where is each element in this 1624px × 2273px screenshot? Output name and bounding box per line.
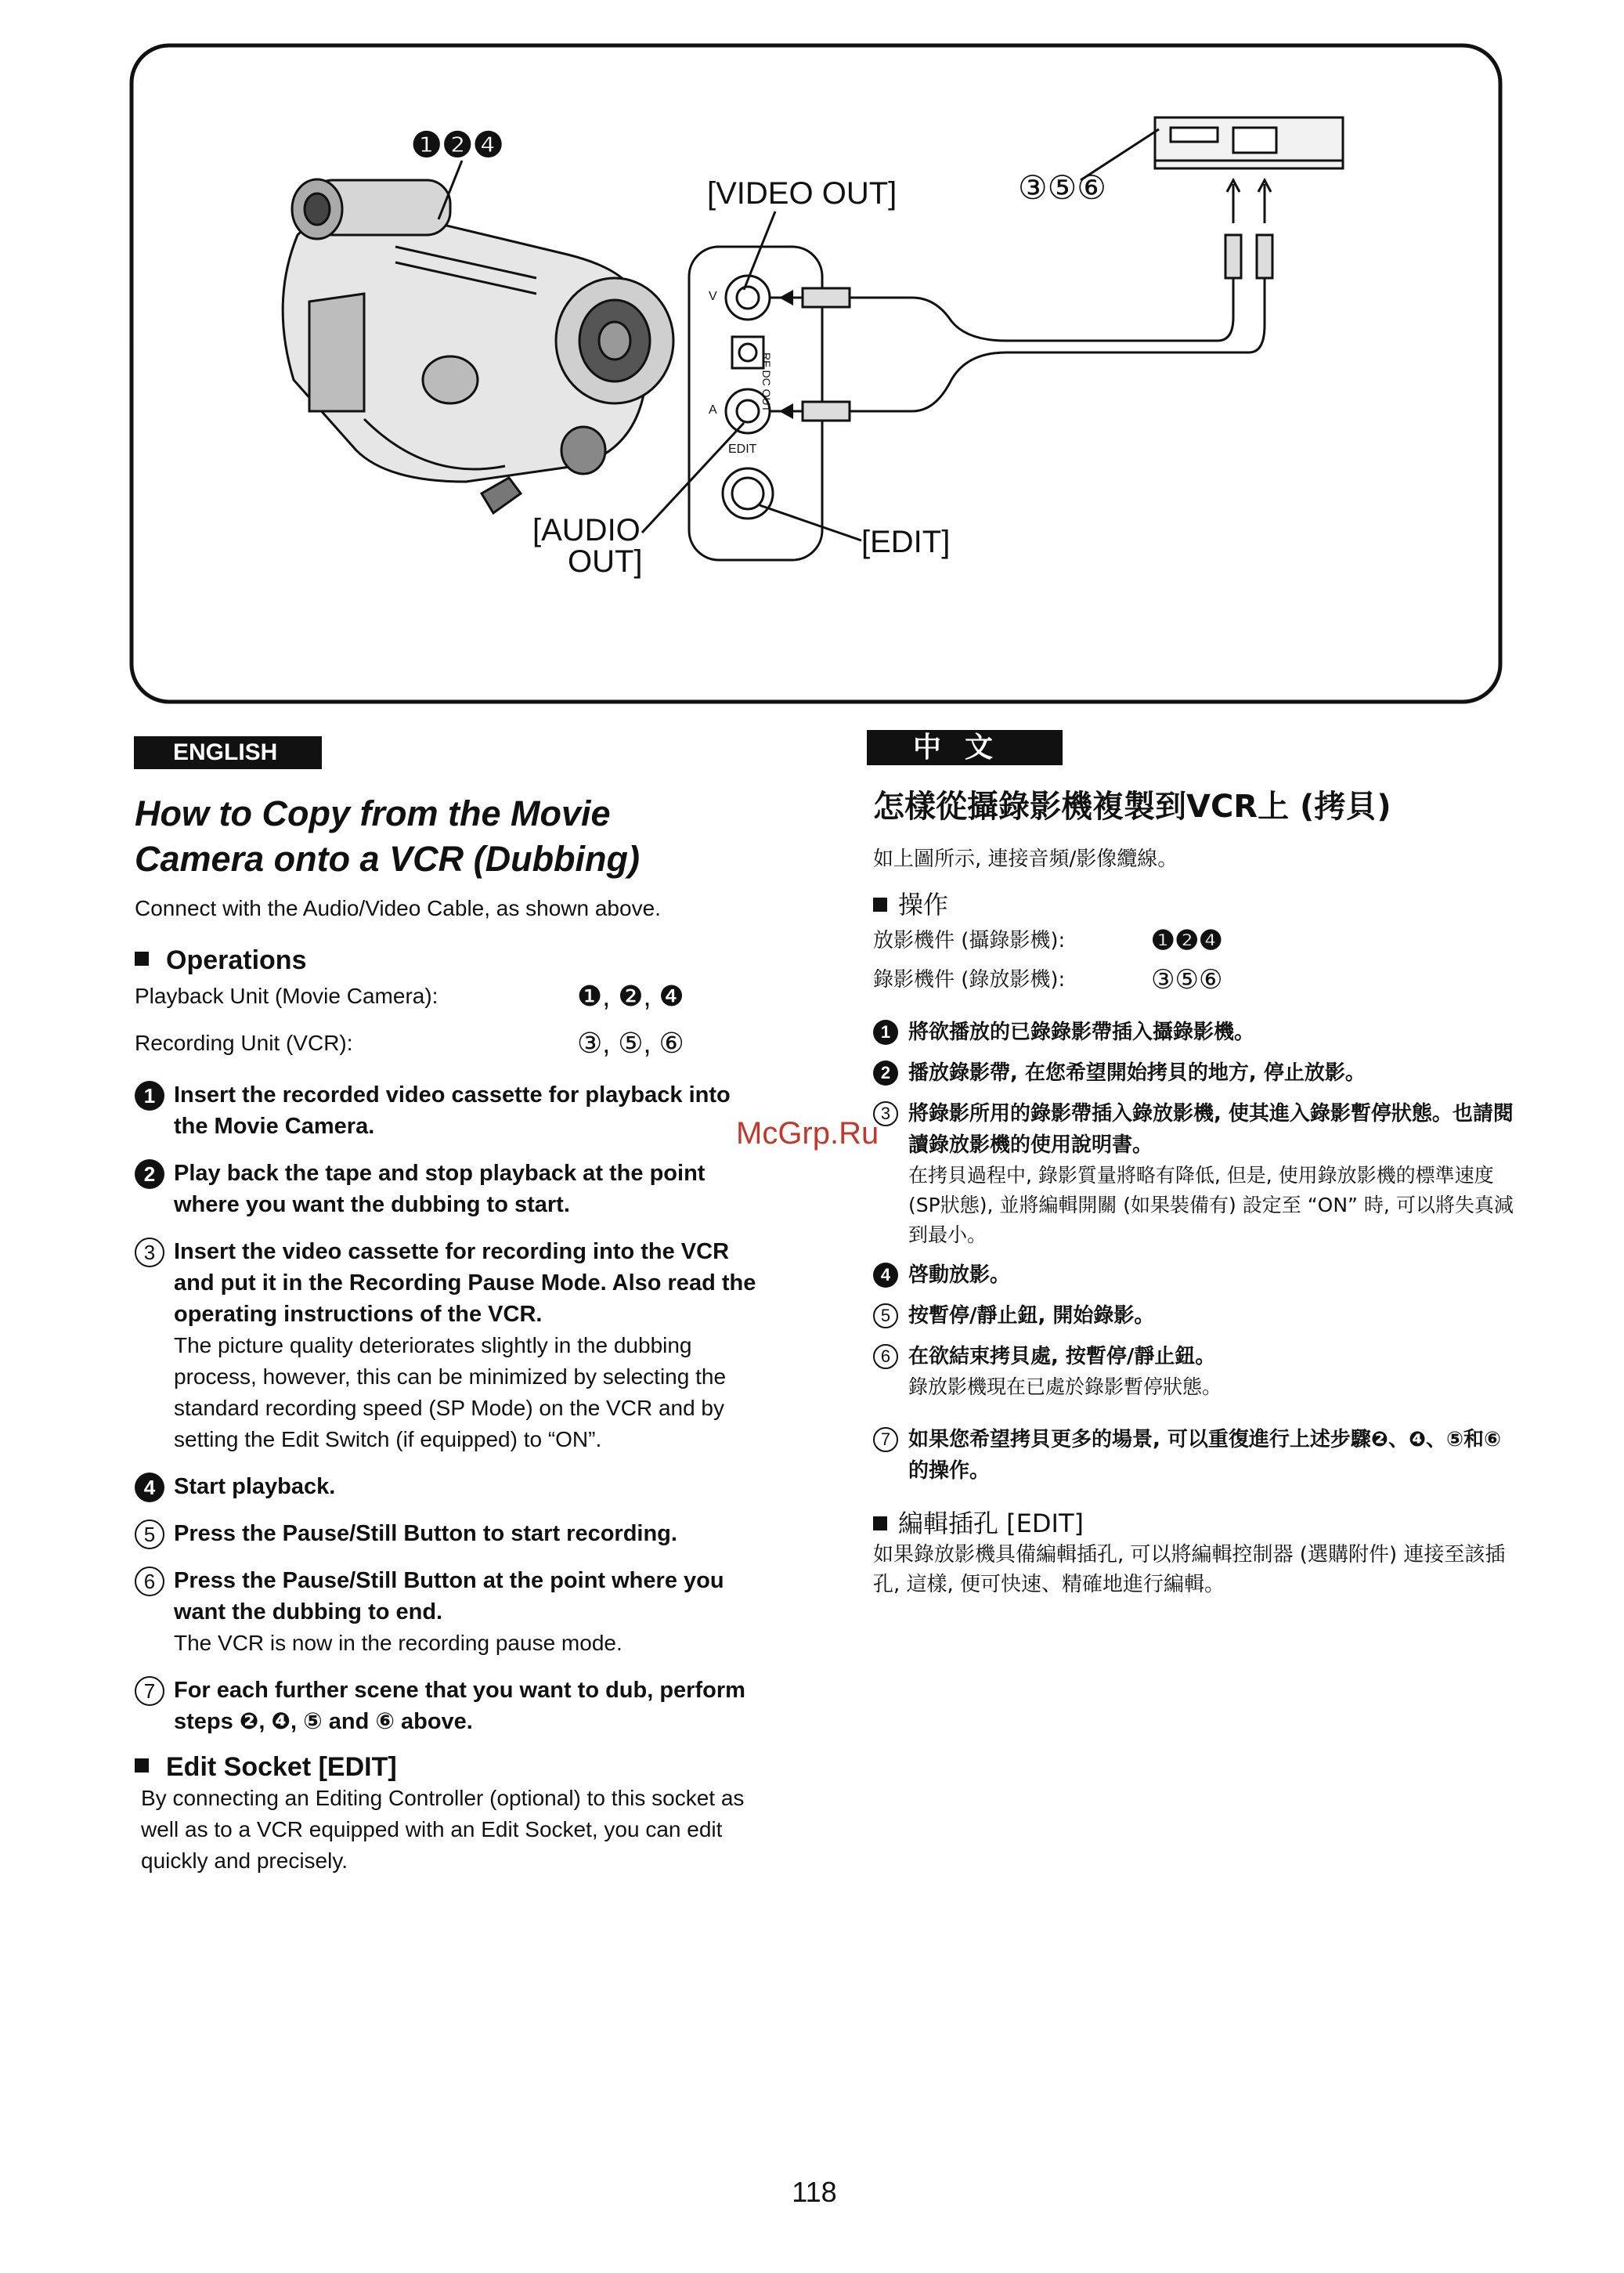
- playback-unit-label: Playback Unit (Movie Camera):: [135, 984, 438, 1008]
- english-column: [135, 791, 761, 1877]
- bullet-square-icon: [135, 1758, 149, 1773]
- chinese-intro: 如上圖所示, 連接音頻/影像纜線。: [873, 847, 1178, 871]
- playback-unit-row: [135, 976, 761, 1017]
- step-number-icon: 4: [135, 1473, 164, 1502]
- diagram-frame: [129, 43, 1503, 705]
- camera-step-callout: ❶❷❹: [411, 126, 504, 164]
- english-step-6: 6 Press the Pause/Still Button at the point where you want the dubbing to end. The VCR is now in the recording pause mode.: [135, 1565, 761, 1659]
- step-number-icon: 1: [135, 1081, 164, 1111]
- step-number-icon: 3: [873, 1101, 898, 1126]
- chinese-step-1: 1 將欲播放的已錄錄影帶插入攝錄影機。: [873, 1017, 1515, 1048]
- step-number-icon: 6: [135, 1567, 164, 1596]
- chinese-title: 怎樣從攝錄影機複製到VCR上 (拷貝): [873, 789, 1391, 825]
- video-jack-label: V: [709, 290, 717, 303]
- chinese-step-3: 3 將錄影所用的錄影帶插入錄放影機, 使其進入錄影暫停狀態。也請閱讀錄放影機的使用說明書。 在拷貝過程中, 錄影質量將略有降低, 但是, 使用錄放影機的標準速度 (SP狀態), 並將編輯開關 (如果裝備有) 設定至 “ON” 時, 可以將失真減到最小。: [873, 1098, 1515, 1250]
- edit-label: [EDIT]: [861, 525, 951, 559]
- chinese-step-2: 2 播放錄影帶, 在您希望開始拷貝的地方, 停止放影。: [873, 1057, 1515, 1089]
- av-cable: [770, 180, 1272, 421]
- chinese-step-5: 5 按暫停/靜止鈕, 開始錄影。: [873, 1300, 1515, 1332]
- connection-diagram: [129, 43, 1503, 705]
- page-number: 118: [792, 2176, 837, 2208]
- chinese-recording-row: [873, 960, 1515, 999]
- recording-unit-label: Recording Unit (VCR):: [135, 1031, 353, 1055]
- recording-unit-row: [135, 1023, 761, 1064]
- audio-jack-label: A: [709, 403, 717, 417]
- bullet-square-icon: [873, 898, 887, 912]
- watermark: McGrp.Ru: [736, 1116, 879, 1151]
- camcorder-illustration: [283, 179, 673, 513]
- english-step-7: 7 For each further scene that you want to dub, perform steps ❷, ❹, ⑤ and ⑥ above.: [135, 1675, 761, 1737]
- english-title: [135, 791, 761, 882]
- english-section-tag: ENGLISH: [134, 736, 322, 769]
- step-number-icon: 1: [873, 1020, 898, 1045]
- chinese-playback-steps: ❶❷❹: [1151, 926, 1223, 956]
- chinese-column: [873, 783, 1515, 1599]
- vcr-illustration: [1155, 117, 1343, 168]
- step-number-icon: 7: [873, 1427, 898, 1452]
- dc-out-label: RF DC OUT: [760, 352, 773, 413]
- chinese-recording-steps: ③⑤⑥: [1151, 965, 1223, 995]
- edit-socket-heading: Edit Socket [EDIT]: [135, 1751, 761, 1783]
- step-number-icon: 2: [135, 1159, 164, 1189]
- english-step-2: 2 Play back the tape and stop playback at the point where you want the dubbing to start.: [135, 1158, 761, 1220]
- audio-out-label-line1: [AUDIO: [532, 513, 641, 547]
- english-step-5: 5 Press the Pause/Still Button to start recording.: [135, 1518, 761, 1549]
- chinese-edit-text: 如果錄放影機具備編輯插孔, 可以將編輯控制器 (選購附件) 連接至該插孔, 這樣, 便可快速、精確地進行編輯。: [873, 1543, 1506, 1596]
- step-note: The VCR is now in the recording pause mode.: [174, 1631, 623, 1655]
- english-step-3: 3 Insert the video cassette for recording into the VCR and put it in the Recording Pause Mode. Also read the operating instructions of the VCR. The picture quality deteriorates slightly in the dubbing process, however, this can be minimized by selecting the standard recording speed (SP Mode) on the VCR and by setting the Edit Switch (if equipped) to “ON”.: [135, 1236, 761, 1455]
- english-title-line2: Camera onto a VCR (Dubbing): [135, 839, 641, 879]
- vcr-step-callout: ③⑤⑥: [1018, 169, 1106, 206]
- video-out-label: [VIDEO OUT]: [707, 176, 897, 211]
- step-number-icon: 4: [873, 1263, 898, 1288]
- recording-unit-steps: ③, ⑤, ⑥: [577, 1027, 684, 1059]
- step-note: 錄放影機現在已處於錄影暫停狀態。: [908, 1375, 1222, 1398]
- chinese-step-6: 6 在欲結束拷貝處, 按暫停/靜止鈕。 錄放影機現在已處於錄影暫停狀態。: [873, 1341, 1515, 1402]
- english-intro: Connect with the Audio/Video Cable, as shown above.: [135, 896, 661, 920]
- english-title-line1: How to Copy from the Movie: [135, 793, 611, 833]
- step-number-icon: 5: [135, 1520, 164, 1549]
- chinese-edit-heading: 編輯插孔 [EDIT]: [873, 1507, 1515, 1540]
- bullet-square-icon: [873, 1516, 887, 1530]
- chinese-playback-row: [873, 921, 1515, 960]
- step-note: 在拷貝過程中, 錄影質量將略有降低, 但是, 使用錄放影機的標準速度 (SP狀態), 並將編輯開關 (如果裝備有) 設定至 “ON” 時, 可以將失真減到最小。: [908, 1164, 1514, 1246]
- playback-unit-steps: ❶, ❷, ❹: [577, 980, 684, 1012]
- bullet-square-icon: [135, 952, 149, 966]
- english-step-1: 1 Insert the recorded video cassette for playback into the Movie Camera.: [135, 1079, 761, 1142]
- audio-out-label-line2: OUT]: [568, 544, 643, 579]
- operations-heading: Operations: [135, 945, 761, 976]
- edit-socket-label: EDIT: [728, 443, 757, 456]
- step-number-icon: 5: [873, 1303, 898, 1328]
- english-step-4: 4 Start playback.: [135, 1471, 761, 1502]
- step-note: The picture quality deteriorates slightly in the dubbing process, however, this can be minimized by selecting the standard recording speed (SP Mode) on the VCR and by setting the Edit Switch (if equipped) to “ON”.: [174, 1333, 727, 1451]
- step-number-icon: 3: [135, 1238, 164, 1267]
- chinese-recording-label: 錄影機件 (錄放影機):: [873, 968, 1066, 992]
- chinese-step-7: 7 如果您希望拷貝更多的場景, 可以重復進行上述步驟❷、❹、⑤和⑥的操作。: [873, 1424, 1515, 1487]
- chinese-playback-label: 放影機件 (攝錄影機):: [873, 929, 1066, 952]
- edit-socket-text: By connecting an Editing Controller (optional) to this socket as well as to a VCR equipped with an Edit Socket, you can edit quickly and precisely.: [141, 1786, 745, 1873]
- chinese-section-tag: 中文: [867, 730, 1063, 765]
- chinese-operations-heading: 操作: [873, 888, 1515, 921]
- step-number-icon: 7: [135, 1676, 164, 1706]
- step-number-icon: 6: [873, 1344, 898, 1369]
- chinese-step-4: 4 啓動放影。: [873, 1259, 1515, 1291]
- step-number-icon: 2: [873, 1061, 898, 1086]
